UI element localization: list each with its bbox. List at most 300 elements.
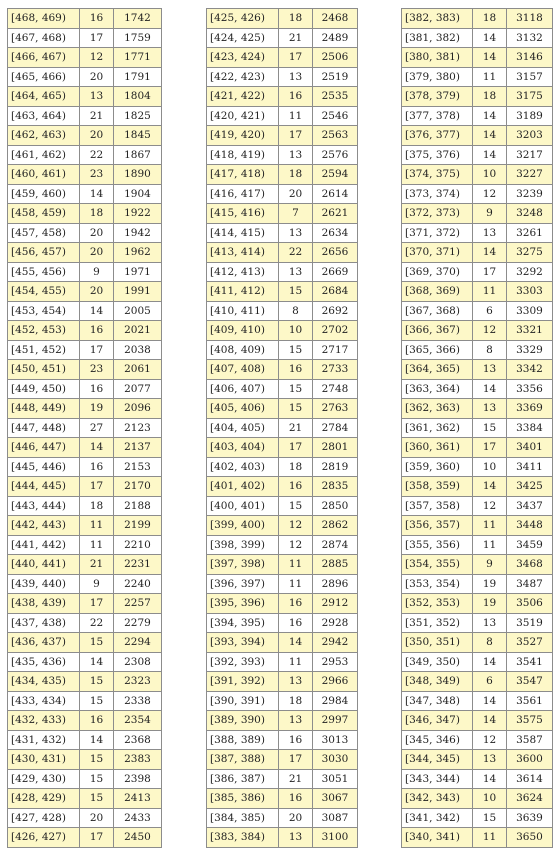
table-row — [207, 633, 358, 653]
table-row — [207, 28, 358, 48]
table-row — [8, 789, 162, 809]
range-cell: [343, 344) — [402, 769, 473, 789]
table-row — [207, 613, 358, 633]
range-cell: [455, 456) — [8, 262, 80, 282]
cumulative-cell: 3132 — [507, 28, 553, 48]
cumulative-cell: 2733 — [313, 360, 358, 380]
table-row — [402, 48, 553, 68]
count-cell: 15 — [80, 691, 114, 711]
count-cell: 9 — [473, 204, 507, 224]
table-row — [402, 301, 553, 321]
frequency-table-3 — [401, 8, 553, 848]
count-cell: 13 — [473, 750, 507, 770]
count-cell: 21 — [279, 769, 313, 789]
count-cell: 12 — [279, 535, 313, 555]
cumulative-cell: 3519 — [507, 613, 553, 633]
range-cell: [459, 460) — [8, 184, 80, 204]
table-row — [402, 516, 553, 536]
table-row — [207, 574, 358, 594]
table-row — [402, 340, 553, 360]
range-cell: [391, 392) — [207, 672, 279, 692]
table-row — [207, 691, 358, 711]
cumulative-cell: 3067 — [313, 789, 358, 809]
count-cell: 16 — [279, 613, 313, 633]
table-row — [402, 457, 553, 477]
count-cell: 18 — [473, 87, 507, 107]
count-cell: 14 — [80, 652, 114, 672]
table-row — [402, 828, 553, 848]
table-row — [207, 672, 358, 692]
table-row — [207, 399, 358, 419]
count-cell: 16 — [80, 457, 114, 477]
table-row — [8, 165, 162, 185]
cumulative-cell: 3448 — [507, 516, 553, 536]
table-row — [207, 711, 358, 731]
table-row — [8, 730, 162, 750]
count-cell: 11 — [80, 535, 114, 555]
count-cell: 21 — [279, 28, 313, 48]
cumulative-cell: 2748 — [313, 379, 358, 399]
count-cell: 14 — [473, 691, 507, 711]
count-cell: 13 — [473, 613, 507, 633]
count-cell: 13 — [279, 145, 313, 165]
count-cell: 16 — [80, 321, 114, 341]
cumulative-cell: 2576 — [313, 145, 358, 165]
table-row — [207, 496, 358, 516]
cumulative-cell: 3401 — [507, 438, 553, 458]
table-row — [402, 418, 553, 438]
range-cell: [347, 348) — [402, 691, 473, 711]
range-cell: [410, 411) — [207, 301, 279, 321]
table-row — [207, 145, 358, 165]
range-cell: [441, 442) — [8, 535, 80, 555]
range-cell: [373, 374) — [402, 184, 473, 204]
count-cell: 13 — [279, 262, 313, 282]
range-cell: [364, 365) — [402, 360, 473, 380]
count-cell: 9 — [80, 262, 114, 282]
cumulative-cell: 3329 — [507, 340, 553, 360]
range-cell: [394, 395) — [207, 613, 279, 633]
cumulative-cell: 2199 — [114, 516, 162, 536]
table-row — [207, 223, 358, 243]
cumulative-cell: 3541 — [507, 652, 553, 672]
range-cell: [457, 458) — [8, 223, 80, 243]
table-row — [207, 555, 358, 575]
table-row — [207, 87, 358, 107]
cumulative-cell: 3506 — [507, 594, 553, 614]
table-row — [207, 750, 358, 770]
cumulative-cell: 1942 — [114, 223, 162, 243]
cumulative-cell: 2850 — [313, 496, 358, 516]
range-cell: [449, 450) — [8, 379, 80, 399]
table-row — [8, 184, 162, 204]
count-cell: 18 — [80, 204, 114, 224]
count-cell: 18 — [473, 9, 507, 29]
table-row — [8, 87, 162, 107]
count-cell: 17 — [279, 438, 313, 458]
cumulative-cell: 3600 — [507, 750, 553, 770]
range-cell: [363, 364) — [402, 379, 473, 399]
table-row — [402, 750, 553, 770]
range-cell: [420, 421) — [207, 106, 279, 126]
count-cell: 19 — [80, 399, 114, 419]
range-cell: [362, 363) — [402, 399, 473, 419]
count-cell: 19 — [473, 574, 507, 594]
cumulative-cell: 2354 — [114, 711, 162, 731]
range-cell: [400, 401) — [207, 496, 279, 516]
range-cell: [345, 346) — [402, 730, 473, 750]
table-row — [8, 457, 162, 477]
range-cell: [413, 414) — [207, 243, 279, 263]
count-cell: 20 — [80, 282, 114, 302]
table-row — [8, 360, 162, 380]
cumulative-cell: 3624 — [507, 789, 553, 809]
range-cell: [376, 377) — [402, 126, 473, 146]
table-row — [402, 106, 553, 126]
table-row — [8, 28, 162, 48]
count-cell: 11 — [279, 555, 313, 575]
range-cell: [367, 368) — [402, 301, 473, 321]
cumulative-cell: 3614 — [507, 769, 553, 789]
range-cell: [451, 452) — [8, 340, 80, 360]
table-row — [402, 9, 553, 29]
range-cell: [392, 393) — [207, 652, 279, 672]
table-row — [8, 106, 162, 126]
count-cell: 13 — [279, 828, 313, 848]
cumulative-cell: 1991 — [114, 282, 162, 302]
range-cell: [453, 454) — [8, 301, 80, 321]
cumulative-cell: 1922 — [114, 204, 162, 224]
table-row — [8, 379, 162, 399]
count-cell: 13 — [279, 711, 313, 731]
table-row — [8, 48, 162, 68]
table-row — [207, 379, 358, 399]
count-cell: 17 — [279, 126, 313, 146]
count-cell: 15 — [279, 399, 313, 419]
range-cell: [382, 383) — [402, 9, 473, 29]
table-row — [8, 613, 162, 633]
count-cell: 14 — [473, 28, 507, 48]
table-row — [402, 67, 553, 87]
range-cell: [448, 449) — [8, 399, 80, 419]
count-cell: 17 — [279, 48, 313, 68]
cumulative-cell: 2323 — [114, 672, 162, 692]
count-cell: 9 — [80, 574, 114, 594]
table-row — [207, 126, 358, 146]
cumulative-cell: 3561 — [507, 691, 553, 711]
table-row — [402, 360, 553, 380]
table-row — [8, 769, 162, 789]
cumulative-cell: 2634 — [313, 223, 358, 243]
table-row — [207, 438, 358, 458]
table-row — [8, 691, 162, 711]
range-cell: [466, 467) — [8, 48, 80, 68]
count-cell: 8 — [473, 340, 507, 360]
range-cell: [340, 341) — [402, 828, 473, 848]
count-cell: 17 — [80, 477, 114, 497]
table-row — [402, 379, 553, 399]
count-cell: 11 — [279, 574, 313, 594]
cumulative-cell: 2942 — [313, 633, 358, 653]
count-cell: 11 — [279, 106, 313, 126]
range-cell: [427, 428) — [8, 808, 80, 828]
table-row — [402, 165, 553, 185]
table-row — [8, 399, 162, 419]
cumulative-cell: 3030 — [313, 750, 358, 770]
count-cell: 20 — [80, 243, 114, 263]
count-cell: 12 — [279, 516, 313, 536]
cumulative-cell: 2784 — [313, 418, 358, 438]
range-cell: [403, 404) — [207, 438, 279, 458]
cumulative-cell: 3527 — [507, 633, 553, 653]
table-row — [402, 126, 553, 146]
table-row — [402, 87, 553, 107]
table-row — [207, 516, 358, 536]
cumulative-cell: 2123 — [114, 418, 162, 438]
range-cell: [435, 436) — [8, 652, 80, 672]
range-cell: [425, 426) — [207, 9, 279, 29]
count-cell: 20 — [80, 808, 114, 828]
table-row — [8, 262, 162, 282]
cumulative-cell: 2433 — [114, 808, 162, 828]
count-cell: 12 — [473, 730, 507, 750]
table-row — [8, 301, 162, 321]
table-row — [402, 535, 553, 555]
table-row — [402, 594, 553, 614]
range-cell: [424, 425) — [207, 28, 279, 48]
count-cell: 14 — [80, 438, 114, 458]
table-row — [207, 204, 358, 224]
count-cell: 14 — [473, 243, 507, 263]
cumulative-cell: 2692 — [313, 301, 358, 321]
cumulative-cell: 2656 — [313, 243, 358, 263]
count-cell: 13 — [279, 672, 313, 692]
cumulative-cell: 2717 — [313, 340, 358, 360]
range-cell: [386, 387) — [207, 769, 279, 789]
count-cell: 6 — [473, 301, 507, 321]
range-cell: [374, 375) — [402, 165, 473, 185]
cumulative-cell: 1759 — [114, 28, 162, 48]
count-cell: 27 — [80, 418, 114, 438]
range-cell: [370, 371) — [402, 243, 473, 263]
count-cell: 16 — [80, 379, 114, 399]
table-row — [8, 243, 162, 263]
count-cell: 11 — [473, 282, 507, 302]
table-row — [8, 438, 162, 458]
cumulative-cell: 1867 — [114, 145, 162, 165]
range-cell: [371, 372) — [402, 223, 473, 243]
count-cell: 10 — [473, 789, 507, 809]
count-cell: 15 — [473, 418, 507, 438]
count-cell: 11 — [473, 67, 507, 87]
count-cell: 16 — [279, 789, 313, 809]
table-row — [402, 789, 553, 809]
table-row — [402, 321, 553, 341]
cumulative-cell: 2953 — [313, 652, 358, 672]
cumulative-cell: 3384 — [507, 418, 553, 438]
table-row — [402, 769, 553, 789]
count-cell: 17 — [80, 594, 114, 614]
range-cell: [369, 370) — [402, 262, 473, 282]
table-row — [207, 535, 358, 555]
range-cell: [464, 465) — [8, 87, 80, 107]
count-cell: 14 — [473, 145, 507, 165]
range-cell: [416, 417) — [207, 184, 279, 204]
count-cell: 14 — [80, 184, 114, 204]
cumulative-cell: 2170 — [114, 477, 162, 497]
cumulative-cell: 3342 — [507, 360, 553, 380]
table-row — [402, 496, 553, 516]
table-row — [8, 477, 162, 497]
count-cell: 14 — [279, 633, 313, 653]
range-cell: [467, 468) — [8, 28, 80, 48]
cumulative-cell: 2546 — [313, 106, 358, 126]
table-row — [8, 126, 162, 146]
cumulative-cell: 3309 — [507, 301, 553, 321]
count-cell: 15 — [80, 672, 114, 692]
range-cell: [390, 391) — [207, 691, 279, 711]
range-cell: [342, 343) — [402, 789, 473, 809]
cumulative-cell: 3175 — [507, 87, 553, 107]
table-row — [402, 652, 553, 672]
count-cell: 20 — [80, 126, 114, 146]
range-cell: [452, 453) — [8, 321, 80, 341]
range-cell: [438, 439) — [8, 594, 80, 614]
count-cell: 13 — [473, 360, 507, 380]
table-row — [8, 204, 162, 224]
range-cell: [383, 384) — [207, 828, 279, 848]
count-cell: 14 — [473, 711, 507, 731]
range-cell: [377, 378) — [402, 106, 473, 126]
cumulative-cell: 2468 — [313, 9, 358, 29]
range-cell: [406, 407) — [207, 379, 279, 399]
cumulative-cell: 3051 — [313, 769, 358, 789]
table-row — [207, 282, 358, 302]
cumulative-cell: 2005 — [114, 301, 162, 321]
count-cell: 11 — [473, 535, 507, 555]
count-cell: 17 — [279, 750, 313, 770]
count-cell: 15 — [80, 789, 114, 809]
table-row — [402, 711, 553, 731]
count-cell: 23 — [80, 165, 114, 185]
cumulative-cell: 2984 — [313, 691, 358, 711]
table-row — [402, 613, 553, 633]
cumulative-cell: 2153 — [114, 457, 162, 477]
cumulative-cell: 2614 — [313, 184, 358, 204]
cumulative-cell: 2077 — [114, 379, 162, 399]
cumulative-cell: 3356 — [507, 379, 553, 399]
range-cell: [428, 429) — [8, 789, 80, 809]
table-row — [207, 9, 358, 29]
count-cell: 12 — [473, 184, 507, 204]
table-row — [8, 574, 162, 594]
cumulative-cell: 3639 — [507, 808, 553, 828]
cumulative-cell: 2489 — [313, 28, 358, 48]
cumulative-cell: 3487 — [507, 574, 553, 594]
cumulative-cell: 2413 — [114, 789, 162, 809]
table-row — [207, 67, 358, 87]
table-row — [207, 165, 358, 185]
count-cell: 13 — [473, 399, 507, 419]
cumulative-cell: 1742 — [114, 9, 162, 29]
table-row — [8, 535, 162, 555]
count-cell: 11 — [473, 828, 507, 848]
table-row — [8, 9, 162, 29]
table-row — [8, 750, 162, 770]
cumulative-cell: 2021 — [114, 321, 162, 341]
range-cell: [412, 413) — [207, 262, 279, 282]
count-cell: 14 — [473, 48, 507, 68]
cumulative-cell: 3013 — [313, 730, 358, 750]
range-cell: [399, 400) — [207, 516, 279, 536]
range-cell: [462, 463) — [8, 126, 80, 146]
cumulative-cell: 2257 — [114, 594, 162, 614]
cumulative-cell: 2684 — [313, 282, 358, 302]
cumulative-cell: 3087 — [313, 808, 358, 828]
range-cell: [456, 457) — [8, 243, 80, 263]
range-cell: [431, 432) — [8, 730, 80, 750]
cumulative-cell: 3118 — [507, 9, 553, 29]
cumulative-cell: 1771 — [114, 48, 162, 68]
range-cell: [395, 396) — [207, 594, 279, 614]
cumulative-cell: 2210 — [114, 535, 162, 555]
count-cell: 14 — [473, 652, 507, 672]
count-cell: 13 — [80, 87, 114, 107]
cumulative-cell: 2997 — [313, 711, 358, 731]
count-cell: 14 — [473, 379, 507, 399]
table-row — [402, 672, 553, 692]
cumulative-cell: 2338 — [114, 691, 162, 711]
table-row — [402, 477, 553, 497]
cumulative-cell: 2702 — [313, 321, 358, 341]
count-cell: 22 — [279, 243, 313, 263]
range-cell: [446, 447) — [8, 438, 80, 458]
count-cell: 15 — [279, 379, 313, 399]
count-cell: 15 — [80, 633, 114, 653]
cumulative-cell: 3239 — [507, 184, 553, 204]
range-cell: [404, 405) — [207, 418, 279, 438]
range-cell: [430, 431) — [8, 750, 80, 770]
cumulative-cell: 3275 — [507, 243, 553, 263]
count-cell: 10 — [473, 457, 507, 477]
count-cell: 9 — [473, 555, 507, 575]
table-row — [207, 184, 358, 204]
cumulative-cell: 2294 — [114, 633, 162, 653]
range-cell: [460, 461) — [8, 165, 80, 185]
range-cell: [429, 430) — [8, 769, 80, 789]
cumulative-cell: 3369 — [507, 399, 553, 419]
count-cell: 14 — [80, 730, 114, 750]
range-cell: [407, 408) — [207, 360, 279, 380]
range-cell: [421, 422) — [207, 87, 279, 107]
cumulative-cell: 3411 — [507, 457, 553, 477]
range-cell: [379, 380) — [402, 67, 473, 87]
range-cell: [355, 356) — [402, 535, 473, 555]
cumulative-cell: 2383 — [114, 750, 162, 770]
count-cell: 10 — [473, 165, 507, 185]
cumulative-cell: 3303 — [507, 282, 553, 302]
range-cell: [447, 448) — [8, 418, 80, 438]
cumulative-cell: 2231 — [114, 555, 162, 575]
table-row — [207, 262, 358, 282]
count-cell: 15 — [80, 750, 114, 770]
cumulative-cell: 2928 — [313, 613, 358, 633]
table-row — [207, 730, 358, 750]
count-cell: 21 — [80, 106, 114, 126]
table-row — [402, 204, 553, 224]
range-cell: [378, 379) — [402, 87, 473, 107]
range-cell: [398, 399) — [207, 535, 279, 555]
